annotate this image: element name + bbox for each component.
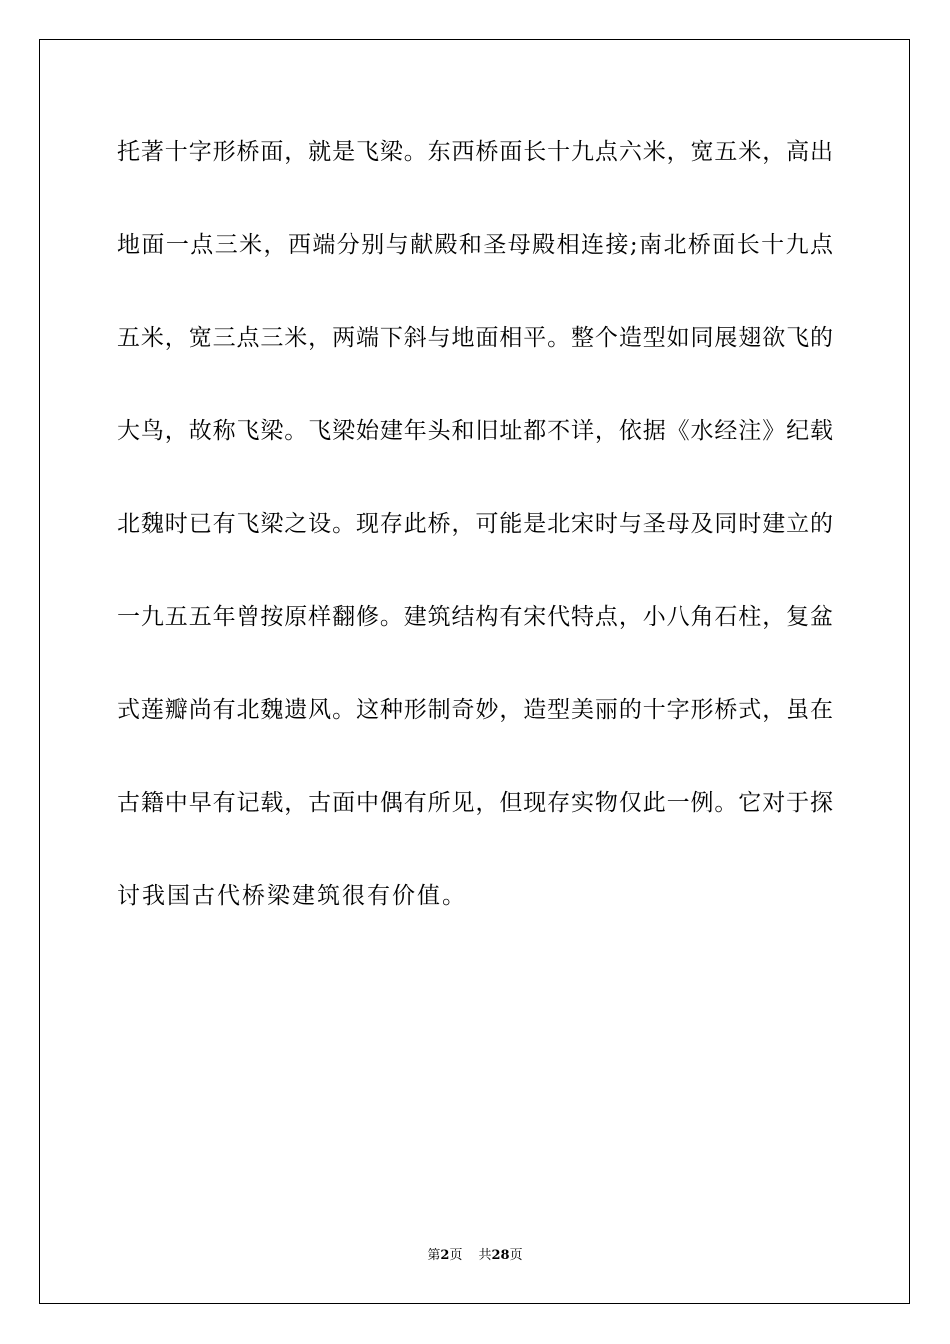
text-line: 地面一点三米，西端分别与献殿和圣母殿相连接;南北桥面长十九点 [117,232,833,258]
document-body [117,121,833,958]
text-line: 托著十字形桥面，就是飞梁。东西桥面长十九点六米，宽五米，高出 [117,139,833,165]
text-line: 古籍中早有记载，古面中偶有所见，但现存实物仅此一例。它对于探 [117,790,833,816]
page-footer [0,1246,950,1266]
page-prefix: 第 [427,1248,441,1263]
page-number: 2 [440,1248,450,1263]
text-line: 式莲瓣尚有北魏遗风。这种形制奇妙，造型美丽的十字形桥式，虽在 [117,697,833,723]
text-line: 一九五五年曾按原样翻修。建筑结构有宋代特点，小八角石柱，复盆 [117,604,833,630]
text-line: 北魏时已有飞梁之设。现存此桥，可能是北宋时与圣母及同时建立的 [117,511,833,537]
total-pages: 28 [491,1248,510,1263]
page-suffix: 页 [449,1248,463,1263]
text-line: 五米，宽三点三米，两端下斜与地面相平。整个造型如同展翅欲飞的 [117,325,833,351]
total-suffix: 页 [509,1248,523,1263]
text-line: 大鸟，故称飞梁。飞梁始建年头和旧址都不详，依据《水经注》纪载 [117,418,833,444]
text-line: 讨我国古代桥梁建筑很有价值。 [117,883,467,909]
total-prefix: 共 [478,1248,492,1263]
